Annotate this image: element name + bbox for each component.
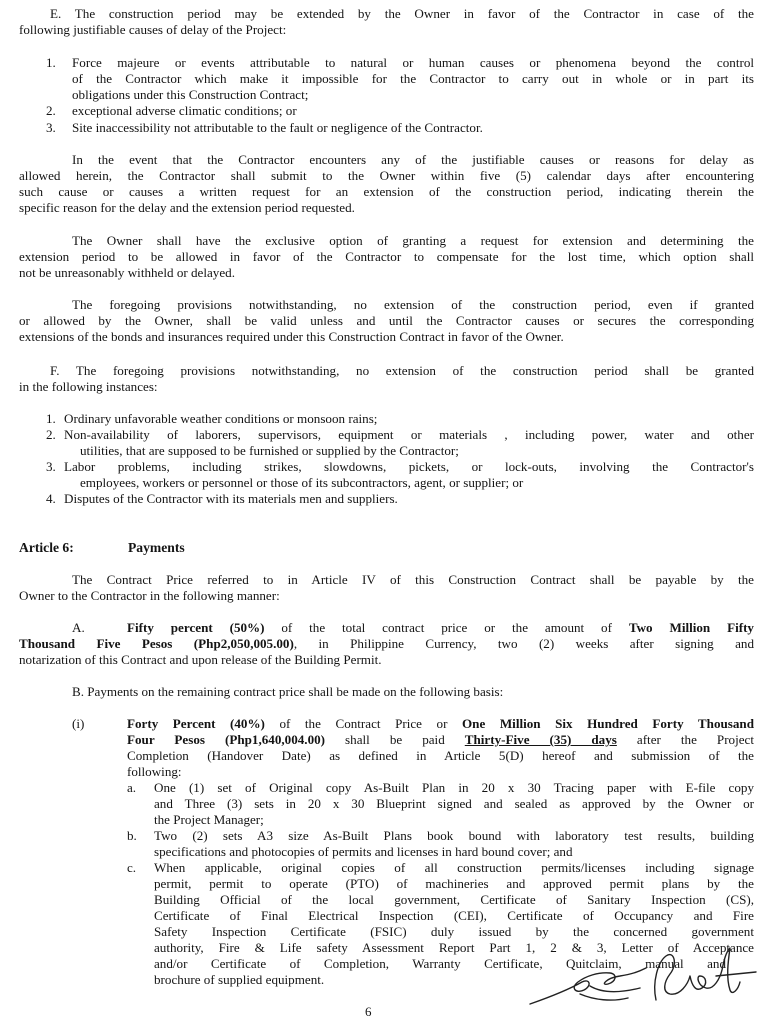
list-item-line: Non-availability of laborers, supervisors, equipment or materials , including power, water and other <box>64 427 754 442</box>
signature-stroke-3 <box>655 948 740 1000</box>
clause-letter: A. <box>72 620 85 635</box>
list-item-line: exceptional adverse climatic conditions; or <box>72 103 297 118</box>
sub-item-line: Building Official of the local government, Certificate of Sanitary Inspection (CS), <box>154 892 754 907</box>
sub-item-line: brochure of supplied equipment. <box>154 972 325 987</box>
paragraph-line: or allowed by the Owner, shall be valid unless and until the Contractor causes or secures the corresponding <box>19 313 754 328</box>
list-item-line: Force majeure or events attributable to natural or human causes or phenomena beyond the control <box>72 55 754 70</box>
paragraph-line: such cause or causes a written request for an extension of the construction period, indicating therein the <box>19 184 754 199</box>
sub-item-line: and/or Certificate of Completion, Warranty Certificate, Quitclaim, manual and <box>154 956 726 971</box>
text: of the total contract price or the amount of <box>264 620 629 635</box>
sub-item-line: and Three (3) sets in 20 x 30 Blueprint signed and sealed as approved by the Owner or <box>154 796 754 811</box>
sub-item-line: the Project Manager; <box>154 812 264 827</box>
clause-i-line-3: Completion (Handover Date) as defined in Article 5(D) hereof and submission of the <box>127 748 754 763</box>
list-item-line: Disputes of the Contractor with its materials men and suppliers. <box>64 491 398 506</box>
clause-number: (i) <box>72 716 85 731</box>
sub-item-line: Two (2) sets A3 size As-Built Plans book bound with laboratory test results, building <box>154 828 754 843</box>
bold-text: Forty Percent (40%) <box>127 716 265 731</box>
clause-i-line-1 <box>127 716 754 731</box>
text: , in Philippine Currency, two (2) weeks after signing and <box>293 636 754 651</box>
bold-text: Four Pesos (Php1,640,004.00) <box>127 732 326 747</box>
signature-stroke-2 <box>590 986 640 992</box>
clause-a-line-3: notarization of this Contract and upon release of the Building Permit. <box>19 652 382 667</box>
sub-item-line: Safety Inspection Certificate (FSIC) duly issued by the concerned government <box>154 924 754 939</box>
list-number: 1. <box>46 55 56 70</box>
section-e-intro-line-2: following justifiable causes of delay of the Project: <box>19 22 287 37</box>
sub-item-letter: b. <box>127 828 137 843</box>
bold-text: Fifty percent (50%) <box>127 620 265 635</box>
bold-text: Thousand Five Pesos (Php2,050,005.00) <box>19 636 294 651</box>
clause-a-line-2 <box>19 636 754 651</box>
bold-text: Two Million Fifty <box>628 620 754 635</box>
sub-item-line: One (1) set of Original copy As-Built Plan in 20 x 30 Tracing paper with E-file copy <box>154 780 754 795</box>
list-number: 1. <box>46 411 56 426</box>
list-item-line: Labor problems, including strikes, slowdowns, pickets, or lock-outs, involving the Contractor's <box>64 459 754 474</box>
page-number: 6 <box>365 1004 372 1019</box>
paragraph-line: extension period to be allowed in favor of the Contractor to compensate for the lost time, which option shall <box>19 249 754 264</box>
paragraph-line: not be unreasonably withheld or delayed. <box>19 265 235 280</box>
text: after the Project <box>616 732 755 747</box>
paragraph-line: The foregoing provisions notwithstanding, no extension of the construction period, even if granted <box>72 297 754 312</box>
sub-item-line: Certificate of Final Electrical Inspection (CEI), Certificate of Occupancy and Fire <box>154 908 754 923</box>
list-item-line: Ordinary unfavorable weather conditions or monsoon rains; <box>64 411 378 426</box>
list-item-line: obligations under this Construction Contract; <box>72 87 309 102</box>
clause-b-intro: B. Payments on the remaining contract price shall be made on the following basis: <box>72 684 504 699</box>
list-item-line: of the Contractor which make it impossible for the Contractor to carry out in whole or in part its <box>72 71 754 86</box>
sub-item-letter: a. <box>127 780 137 795</box>
sub-item-line: authority, Fire & Life safety Assessment Report Part 1, 2 & 3, Letter of Acceptance <box>154 940 754 955</box>
text: of the Contract Price or <box>264 716 462 731</box>
article-label: Article 6: <box>19 540 74 555</box>
list-number: 3. <box>46 120 56 135</box>
list-number: 4. <box>46 491 56 506</box>
underlined-bold-text: Thirty-Five (35) days <box>464 732 617 747</box>
paragraph-line: The Owner shall have the exclusive option of granting a request for extension and determining the <box>72 233 754 248</box>
section-f-intro-line-1: F. The foregoing provisions notwithstanding, no extension of the construction period shall be granted <box>50 363 754 378</box>
text: shall be paid <box>325 732 465 747</box>
paragraph-line: allowed herein, the Contractor shall submit to the Owner within five (5) calendar days after encountering <box>19 168 754 183</box>
article-title: Payments <box>128 540 185 555</box>
list-number: 2. <box>46 427 56 442</box>
sub-item-line: When applicable, original copies of all construction permits/licenses including signage <box>154 860 754 875</box>
handwritten-signatures <box>520 942 768 1022</box>
signature-stroke-1 <box>530 968 646 1004</box>
sub-item-line: permit, permit to operate (PTO) of machineries and approved permit plans by the <box>154 876 754 891</box>
section-f-intro-line-2: in the following instances: <box>19 379 158 394</box>
paragraph-line: In the event that the Contractor encounters any of the justifiable causes or reasons for delay as <box>72 152 754 167</box>
paragraph-line: extensions of the bonds and insurances required under this Construction Contract in favor of the Owner. <box>19 329 564 344</box>
signature-stroke-5 <box>580 994 628 1000</box>
sub-item-line: specifications and photocopies of permits and licenses in hard bound cover; and <box>154 844 573 859</box>
list-item-line: utilities, that are supposed to be furnished or supplied by the Contractor; <box>80 443 459 458</box>
clause-a-line-1 <box>127 620 754 635</box>
sub-item-letter: c. <box>127 860 137 875</box>
clause-i-line-2 <box>127 732 754 747</box>
list-number: 3. <box>46 459 56 474</box>
list-item-line: employees, workers or personnel or those of its subcontractors, agent, or supplier; or <box>80 475 524 490</box>
paragraph-line: Owner to the Contractor in the following manner: <box>19 588 280 603</box>
list-item-line: Site inaccessibility not attributable to the fault or negligence of the Contractor. <box>72 120 483 135</box>
paragraph-line: The Contract Price referred to in Article IV of this Construction Contract shall be payable by the <box>72 572 754 587</box>
list-number: 2. <box>46 103 56 118</box>
section-e-intro-line-1: E. The construction period may be extended by the Owner in favor of the Contractor in case of the <box>50 6 754 21</box>
bold-text: One Million Six Hundred Forty Thousand <box>462 716 754 731</box>
paragraph-line: specific reason for the delay and the extension period requested. <box>19 200 355 215</box>
clause-i-line-4: following: <box>127 764 182 779</box>
